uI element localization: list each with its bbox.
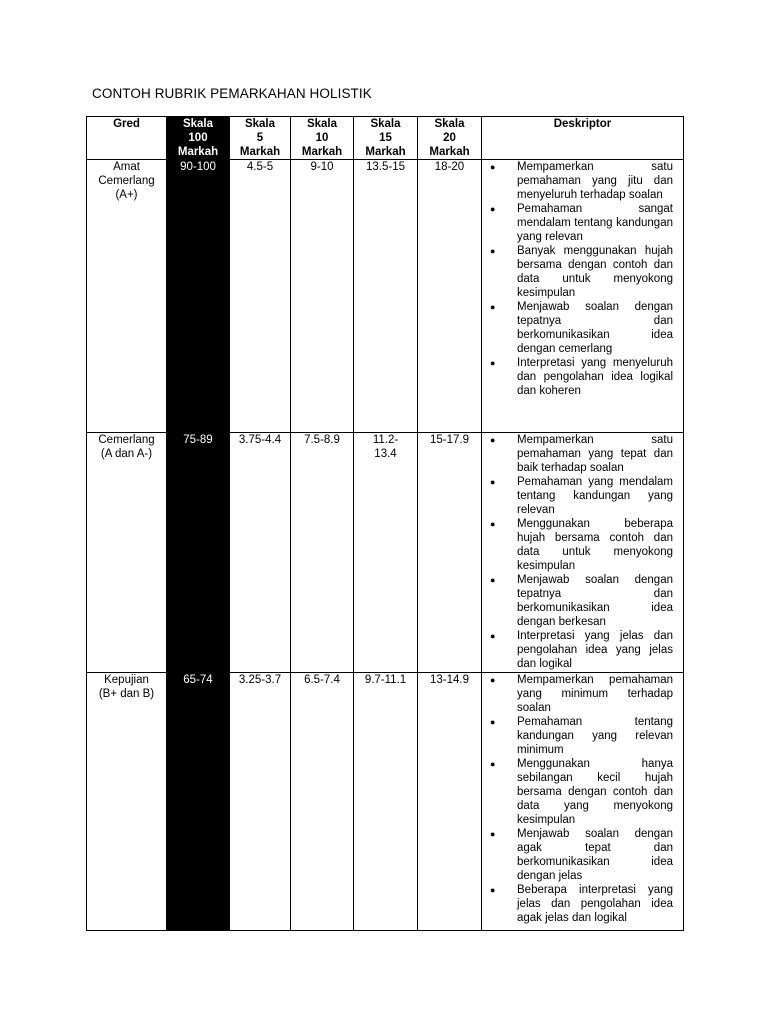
descriptor-list (484, 433, 681, 671)
scale-5-cell: 3.75-4.4 (230, 433, 291, 673)
scale-100-cell: 65-74 (167, 673, 230, 931)
header-gred: Gred (87, 117, 167, 160)
list-item: ● Pemahaman yang mendalam tentang kandungan yang relevan (490, 476, 673, 516)
bullet-icon: ● (490, 358, 496, 368)
grade-cell: Cemerlang (A dan A-) (87, 433, 167, 673)
bullet-icon: ● (490, 162, 496, 172)
rubric-table (86, 116, 684, 931)
scale-10-cell: 7.5-8.9 (291, 433, 354, 673)
bullet-icon: ● (490, 519, 496, 529)
bullet-icon: ● (490, 885, 496, 895)
header-scale-100: Skala 100 Markah (167, 117, 230, 160)
bullet-icon: ● (490, 575, 496, 585)
header-deskriptor: Deskriptor (482, 117, 684, 160)
header-scale-10: Skala 10 Markah (291, 117, 354, 160)
list-item: ● Interpretasi yang menyeluruh dan pengolahan idea logikal dan koheren (490, 357, 673, 397)
header-scale-15: Skala 15 Markah (354, 117, 418, 160)
bullet-icon: ● (490, 477, 496, 487)
grade-cell: Amat Cemerlang (A+) (87, 160, 167, 433)
list-item: ● Menjawab soalan dengan agak tepat dan berkomunikasikan idea dengan jelas (490, 828, 673, 882)
bullet-icon: ● (490, 435, 496, 445)
table-row (87, 673, 684, 931)
bullet-icon: ● (490, 204, 496, 214)
bullet-icon: ● (490, 302, 496, 312)
bullet-icon: ● (490, 759, 496, 769)
scale-20-cell: 15-17.9 (418, 433, 482, 673)
scale-10-cell: 6.5-7.4 (291, 673, 354, 931)
bullet-icon: ● (490, 246, 496, 256)
list-item: ● Menggunakan hanya sebilangan kecil hujah bersama dengan contoh dan data yang menyokong kesimpulan (490, 758, 673, 826)
bullet-icon: ● (490, 829, 496, 839)
list-item: ● Beberapa interpretasi yang jelas dan pengolahan idea agak jelas dan logikal (490, 884, 673, 924)
scale-10-cell: 9-10 (291, 160, 354, 433)
descriptor-cell (482, 160, 684, 433)
bullet-icon: ● (490, 631, 496, 641)
scale-5-cell: 4.5-5 (230, 160, 291, 433)
scale-100-cell: 75-89 (167, 433, 230, 673)
header-scale-5: Skala 5 Markah (230, 117, 291, 160)
list-item: ● Banyak menggunakan hujah bersama dengan contoh dan data untuk menyokong kesimpulan (490, 245, 673, 299)
list-item: ● Menggunakan beberapa hujah bersama contoh dan data untuk menyokong kesimpulan (490, 518, 673, 572)
table-row (87, 160, 684, 433)
list-item: ● Menjawab soalan dengan tepatnya dan berkomunikasikan idea dengan berkesan (490, 574, 673, 628)
descriptor-cell (482, 433, 684, 673)
list-item: ● Pemahaman tentang kandungan yang relevan minimum (490, 716, 673, 756)
scale-15-cell: 13.5-15 (354, 160, 418, 433)
header-scale-20: Skala 20 Markah (418, 117, 482, 160)
scale-5-cell: 3.25-3.7 (230, 673, 291, 931)
list-item: ● Mempamerkan pemahaman yang minimum terhadap soalan (490, 674, 673, 714)
list-item: ● Pemahaman sangat mendalam tentang kandungan yang relevan (490, 203, 673, 243)
scale-20-cell: 13-14.9 (418, 673, 482, 931)
grade-cell: Kepujian (B+ dan B) (87, 673, 167, 931)
bullet-icon: ● (490, 717, 496, 727)
list-item: ● Mempamerkan satu pemahaman yang tepat dan baik terhadap soalan (490, 434, 673, 474)
descriptor-list (484, 673, 681, 925)
scale-20-cell: 18-20 (418, 160, 482, 433)
list-item: ● Menjawab soalan dengan tepatnya dan berkomunikasikan idea dengan cemerlang (490, 301, 673, 355)
descriptor-cell (482, 673, 684, 931)
scale-100-cell: 90-100 (167, 160, 230, 433)
list-item: ● Interpretasi yang jelas dan pengolahan idea yang jelas dan logikal (490, 630, 673, 670)
descriptor-list (484, 160, 681, 398)
table-row (87, 433, 684, 673)
scale-15-cell: 9.7-11.1 (354, 673, 418, 931)
list-item: ● Mempamerkan satu pemahaman yang jitu dan menyeluruh terhadap soalan (490, 161, 673, 201)
bullet-icon: ● (490, 675, 496, 685)
document-title: CONTOH RUBRIK PEMARKAHAN HOLISTIK (92, 86, 372, 101)
scale-15-cell: 11.2- 13.4 (354, 433, 418, 673)
header-row (87, 117, 684, 160)
